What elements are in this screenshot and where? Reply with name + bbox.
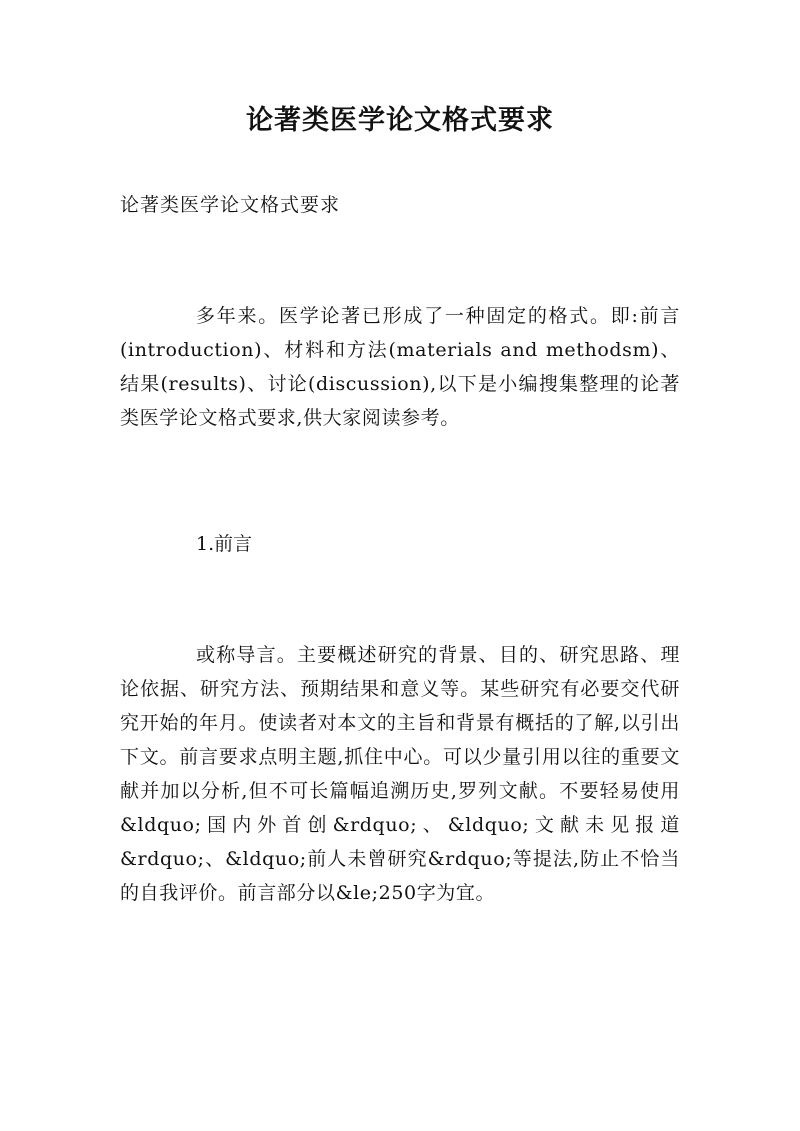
intro-paragraph: 多年来。医学论著已形成了一种固定的格式。即:前言(introduction)、材料和方法(materials and methodsm)、结果(results)、讨论(discussion),以下是小编搜集整理的论著类医学论文格式要求,供大家阅读参考。	[120, 305, 680, 429]
section-heading-preface: 1.前言	[196, 533, 253, 555]
section-body-preface: 或称导言。主要概述研究的背景、目的、研究思路、理论依据、研究方法、预期结果和意义等。某些研究有必要交代研究开始的年月。使读者对本文的主旨和背景有概括的了解,以引出下文。前言要求点明主题,抓住中心。可以少量引用以往的重要文献并加以分析,但不可长篇幅追溯历史,罗列文献。不要轻易使用&ldquo;国内外首创&rdquo;、&ldquo;文献未见报道&rdquo;、&ldquo;前人未曾研究&rdquo;等提法,防止不恰当的自我评价。前言部分以&le;250字为宜。	[120, 644, 680, 904]
document-title: 论著类医学论文格式要求	[246, 105, 554, 136]
document-subtitle: 论著类医学论文格式要求	[120, 194, 341, 216]
